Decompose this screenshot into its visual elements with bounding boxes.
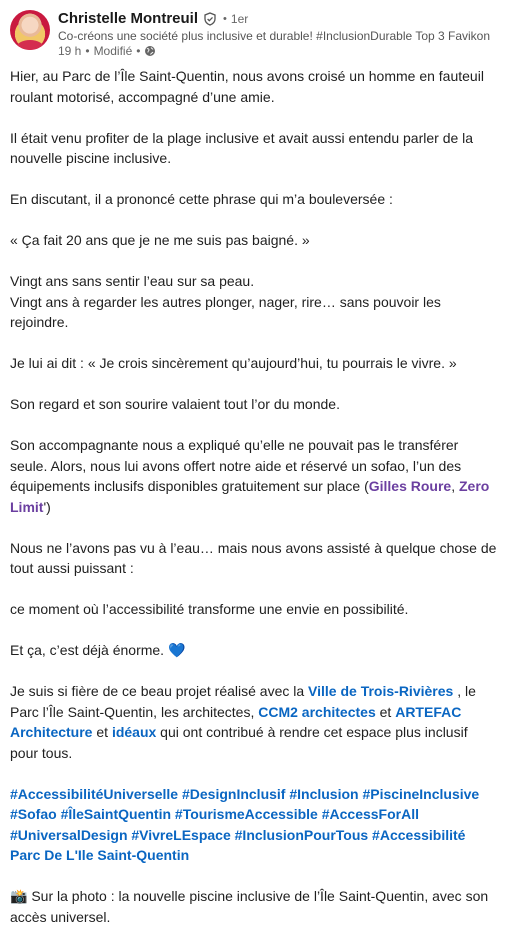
- post-paragraph: « Ça fait 20 ans que je ne me suis pas baigné. »: [10, 232, 310, 248]
- paragraph-text: et: [375, 703, 396, 720]
- post-body: [10, 66, 497, 948]
- company-ccm2-architectes[interactable]: CCM2 architectes: [258, 703, 376, 720]
- company-artefac-architecture[interactable]: ARTEFAC Architecture: [10, 703, 462, 740]
- avatar[interactable]: [10, 10, 50, 50]
- post-paragraph: [10, 640, 497, 661]
- author-name-line: [58, 10, 248, 27]
- company-ideaux[interactable]: idéaux: [111, 724, 157, 740]
- author-headline: Co-créons une société plus inclusive et durable! #InclusionDurable Top 3 Favikon: [58, 29, 491, 43]
- separator-dot: •: [223, 12, 227, 25]
- post-paragraph: [10, 886, 497, 927]
- paragraph-text: Et ça, c’est déjà énorme.: [10, 642, 165, 658]
- post-paragraph: Nous ne l’avons pas vu à l’eau… mais nous avons assisté à quelque chose de tout aussi puissant :: [10, 539, 497, 576]
- camera-icon: 📸: [10, 888, 28, 904]
- mention-gilles-roure[interactable]: Gilles Roure: [368, 478, 452, 494]
- post-paragraph: Son regard et son sourire valaient tout l’or du monde.: [10, 396, 340, 412]
- post-paragraph: Il était venu profiter de la plage inclusive et avait aussi entendu parler de la nouvelle piscine inclusive.: [10, 129, 474, 166]
- post-paragraph: ce moment où l’accessibilité transforme une envie en possibilité.: [10, 601, 409, 617]
- paragraph-text: Je suis si fière de ce beau projet réalisé avec la: [10, 683, 309, 699]
- paragraph-text: ,: [451, 478, 459, 494]
- verified-badge-icon: [203, 12, 217, 26]
- post-paragraph: [10, 435, 497, 517]
- photo-caption: Sur la photo : la nouvelle piscine inclusive de l’Île Saint-Quentin, avec son accès universel.: [10, 888, 489, 925]
- paragraph-text: qui ont contribué à rendre cet espace plus inclusif pour tous.: [10, 724, 468, 761]
- mention-zero-limit[interactable]: Zero Limit: [10, 478, 490, 515]
- post-paragraph: Je lui ai dit : « Je crois sincèrement qu’aujourd’hui, tu pourrais le vivre. »: [10, 355, 457, 371]
- post-meta: 19 h • Modifié •: [58, 44, 156, 58]
- globe-icon: [144, 45, 156, 57]
- company-ville-trois-rivieres[interactable]: Ville de Trois-Rivières: [308, 683, 454, 699]
- paragraph-text: Son accompagnante nous a expliqué qu’elle ne pouvait pas le transférer seule. Alors, nous lui avons offert notre aide et réservé un sofao, l’un des équipements inclusifs disponibles gratuitement sur place (: [10, 437, 462, 494]
- post-time: 19 h: [58, 44, 82, 58]
- post-paragraph: Vingt ans sans sentir l’eau sur sa peau.: [10, 273, 255, 289]
- paragraph-text: , le Parc l’Île Saint-Quentin, les architectes,: [10, 683, 476, 720]
- post-paragraph: Vingt ans à regarder les autres plonger, nager, rire… sans pouvoir les rejoindre.: [10, 293, 441, 330]
- connection-degree: 1er: [230, 11, 249, 26]
- post-paragraph: [10, 681, 497, 763]
- author-name[interactable]: Christelle Montreuil: [58, 10, 199, 27]
- post-paragraph: En discutant, il a prononcé cette phrase qui m’a bouleversée :: [10, 191, 393, 207]
- edited-label: Modifié: [93, 44, 133, 58]
- blue-heart-icon: 💙: [167, 642, 186, 658]
- post-paragraph: Hier, au Parc de l’Île Saint-Quentin, nous avons croisé un homme en fauteuil roulant motorisé, accompagné d’une amie.: [10, 68, 484, 105]
- hashtag-list[interactable]: #AccessibilitéUniverselle #DesignInclusif #Inclusion #PiscineInclusive #Sofao #ÎleSaintQuentin #TourismeAccessible #AccessForAll #UniversalDesign #VivreLEspace #InclusionPourTous #Accessibilité Parc De L'Ile Saint-Quentin: [10, 785, 480, 863]
- paragraph-text: '): [43, 498, 51, 515]
- post-header: [0, 0, 505, 66]
- paragraph-text: et: [92, 724, 112, 740]
